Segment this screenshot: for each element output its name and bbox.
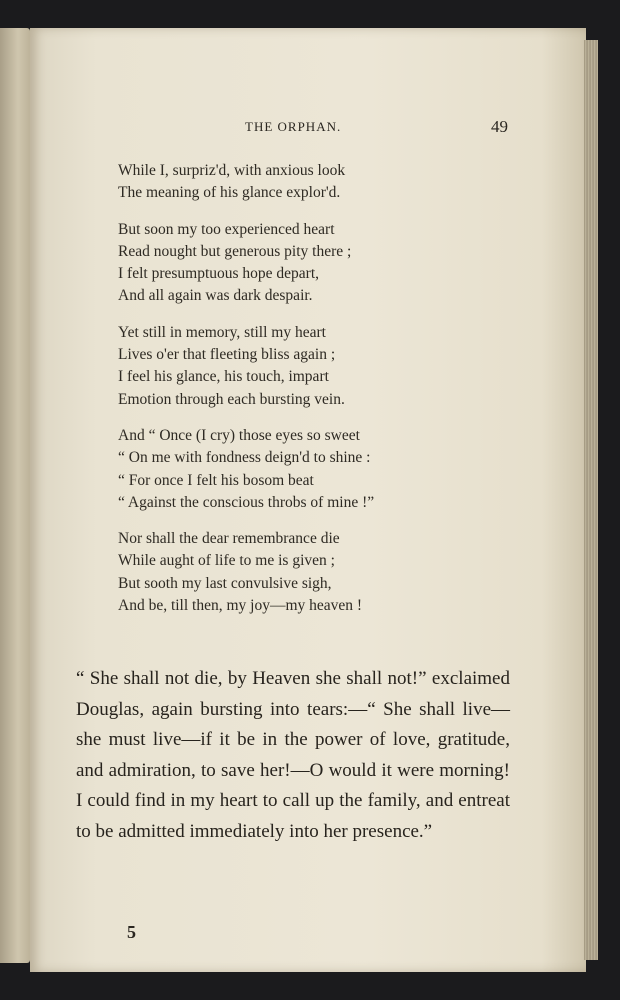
poem-line: Nor shall the dear remembrance die (118, 530, 340, 548)
poem-line: I felt presumptuous hope depart, (118, 265, 320, 283)
poem-line: The meaning of his glance explor'd. (118, 184, 341, 202)
stanza (118, 528, 458, 617)
stanza (118, 219, 458, 308)
poem-line: “ On me with fondness deign'd to shine : (118, 449, 371, 467)
stanza (118, 322, 458, 411)
stanza (118, 160, 458, 205)
page-number: 49 (491, 117, 508, 136)
poem-line: “ For once I felt his bosom beat (118, 471, 314, 489)
poem-line: Emotion through each bursting vein. (118, 390, 345, 408)
poem-line: And all again was dark despair. (118, 287, 313, 305)
running-title: THE ORPHAN. (245, 119, 342, 134)
poem-line: And “ Once (I cry) those eyes so sweet (118, 426, 360, 444)
poem-line: While aught of life to me is given ; (118, 552, 335, 570)
prose-paragraph: “ She shall not die, by Heaven she shall not!” exclaimed Douglas, again bursting into tears:—“ She shall live—she must live—if it be in the power of love, gratitude, and admiration, to save her!—O would it were morning! I could find in my heart to call up the family, and entreat to be admitted immediately into her presence.” (76, 668, 510, 842)
poem-line: Lives o'er that fleeting bliss again ; (118, 346, 336, 364)
facing-page-edge (0, 28, 30, 963)
poem-line: Yet still in memory, still my heart (118, 323, 326, 341)
poem-line: But sooth my last convulsive sigh, (118, 574, 332, 592)
signature-mark: 5 (127, 922, 136, 942)
poem-line: “ Against the conscious throbs of mine !” (118, 493, 375, 511)
poem-line: And be, till then, my joy—my heaven ! (118, 597, 363, 615)
poem (118, 160, 458, 631)
poem-line: I feel his glance, his touch, impart (118, 368, 329, 386)
poem-line: While I, surpriz'd, with anxious look (118, 162, 346, 179)
stanza (118, 425, 458, 514)
poem-line: But soon my too experienced heart (118, 220, 335, 238)
poem-line: Read nought but generous pity there ; (118, 242, 352, 260)
page-stack-edge (584, 40, 598, 960)
